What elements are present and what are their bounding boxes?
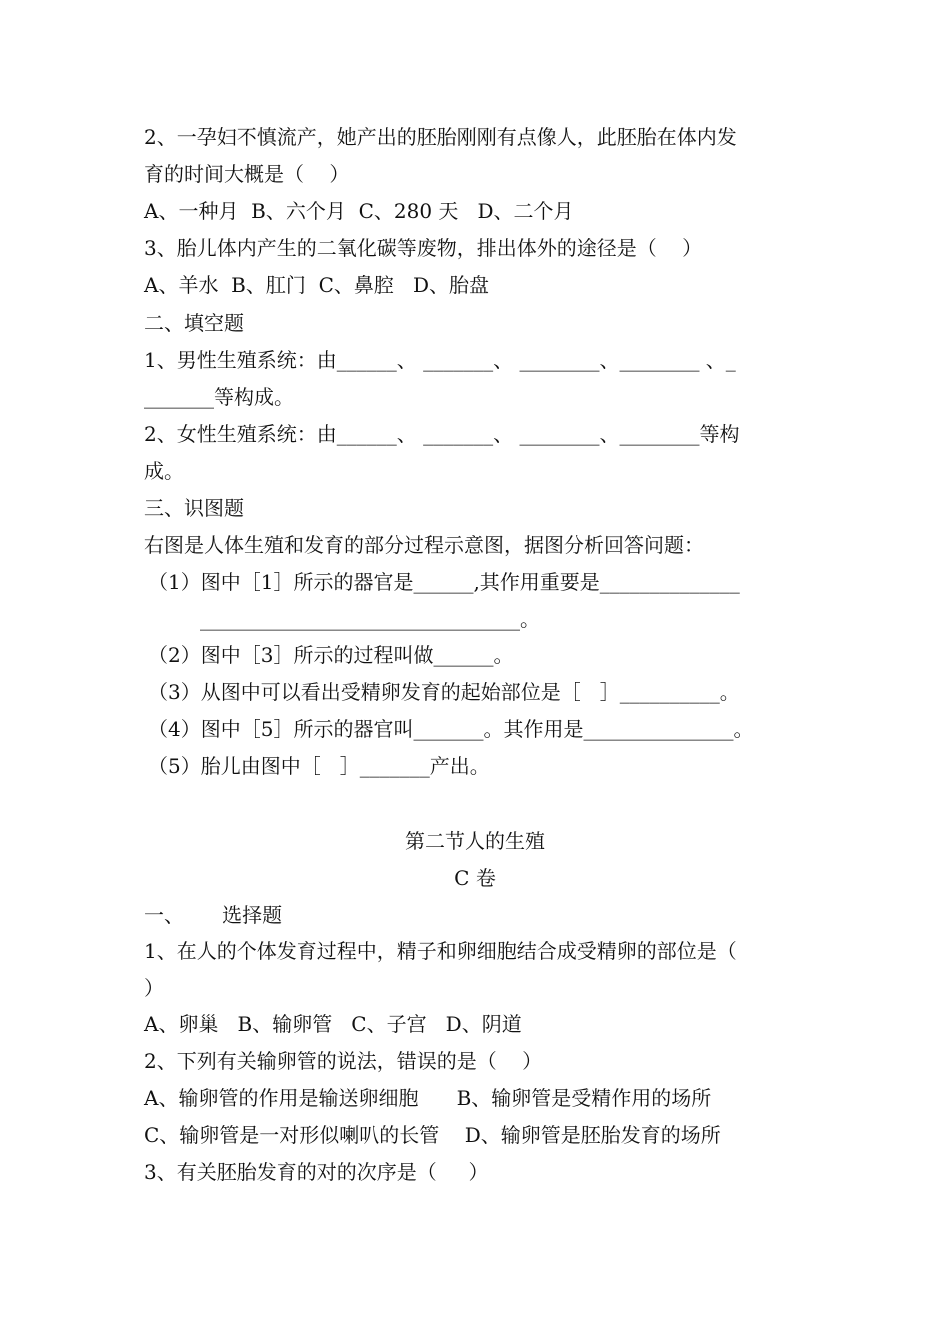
diagram-q4: （4）图中［5］所示的器官叫_______。其作用是_______________。 xyxy=(148,717,754,741)
diagram-q1-line-2: ________________________________。 xyxy=(200,607,540,631)
diagram-q1-line-1: （1）图中［1］所示的器官是______,其作用重要是______________ xyxy=(148,570,740,594)
question-3-options: A、羊水 B、肛门 C、鼻腔 D、胎盘 xyxy=(144,273,489,297)
c-question-1-line-2: ） xyxy=(144,976,164,1000)
question-2-line-1: 2、一孕妇不慎流产，她产出的胚胎刚刚有点像人，此胚胎在体内发 xyxy=(144,125,737,149)
diagram-q3: （3）从图中可以看出受精卵发育的起始部位是［ ］__________。 xyxy=(148,680,740,704)
c-question-2-line: 2、下列有关输卵管的说法，错误的是（ ） xyxy=(144,1049,543,1073)
diagram-intro: 右图是人体生殖和发育的部分过程示意图，据图分析回答问题： xyxy=(144,533,704,557)
c-question-1-options: A、卵巢 B、输卵管 C、子宫 D、阴道 xyxy=(144,1012,522,1036)
fill-1-line-2: _______等构成。 xyxy=(144,385,294,409)
fill-section-title: 二、填空题 xyxy=(144,311,244,335)
c-question-2-options-1: A、输卵管的作用是输送卵细胞 B、输卵管是受精作用的场所 xyxy=(144,1086,712,1110)
section-subtitle: C 卷 xyxy=(454,866,496,890)
fill-1-line-1: 1、男性生殖系统：由______、 _______、 ________、________ 、_ xyxy=(144,348,736,372)
diagram-q5: （5）胎儿由图中［ ］_______产出。 xyxy=(148,754,490,778)
question-2-line-2: 育的时间大概是（ ） xyxy=(144,162,350,186)
c-question-3-line: 3、有关胚胎发育的对的次序是（ ） xyxy=(144,1160,489,1184)
fill-2-line-1: 2、女性生殖系统：由______、 _______、 ________、________等构 xyxy=(144,422,740,446)
diagram-q2: （2）图中［3］所示的过程叫做______。 xyxy=(148,643,514,667)
question-2-options: A、一种月 B、六个月 C、280 天 D、二个月 xyxy=(144,199,574,223)
choice-section-title: 一、 选择题 xyxy=(144,903,283,927)
diagram-section-title: 三、识图题 xyxy=(144,496,244,520)
fill-2-line-2: 成。 xyxy=(144,459,184,483)
section-title: 第二节人的生殖 xyxy=(405,829,545,853)
c-question-1-line-1: 1、在人的个体发育过程中，精子和卵细胞结合成受精卵的部位是（ xyxy=(144,939,737,963)
question-3-line: 3、胎儿体内产生的二氧化碳等废物，排出体外的途径是（ ） xyxy=(144,236,703,260)
c-question-2-options-2: C、输卵管是一对形似喇叭的长管 D、输卵管是胚胎发育的场所 xyxy=(144,1123,721,1147)
